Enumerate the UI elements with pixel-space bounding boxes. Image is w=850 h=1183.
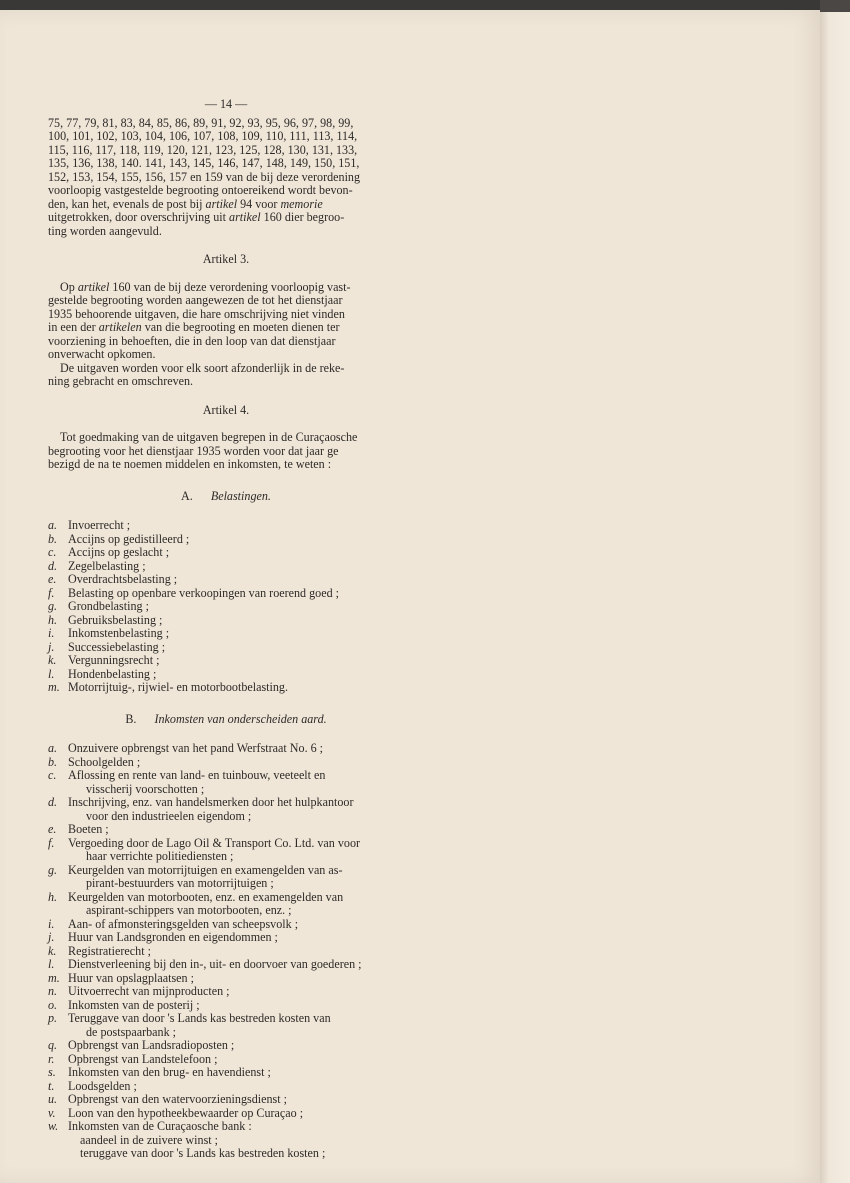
item-letter: a. [48,741,58,755]
text-line: begrooting voor het dienstjaar 1935 worden voor dat jaar ge [48,443,339,458]
item-letter: i. [48,626,55,640]
item-letter: d. [48,795,58,809]
item-letter: c. [48,545,57,559]
item-text: Opbrengst van Landsradioposten ; [68,1038,235,1052]
item-text: Inkomsten van de posterij ; [68,997,200,1012]
item-text: Loon van den hypotheekbewaarder op Curaçao ; [68,1105,304,1120]
item-letter: d. [48,558,58,573]
item-text: Boeten ; [68,822,109,836]
item-text: Uitvoerrecht van mijnproducten ; [68,984,230,998]
list-item [48,587,404,601]
item-text: Aflossing en rente van land- en tuinbouw, veeteelt en [68,768,326,782]
intro-paragraph [48,117,404,239]
item-subline: teruggave van door 's Lands kas bestreden kosten ; [80,1146,326,1160]
text-line: voorziening in behoeften, die in den loop van dat dienstjaar [48,333,336,348]
list-item [48,1080,404,1094]
list-item [48,769,404,796]
item-letter: n. [48,984,58,998]
text-line: Op artikel 160 van de bij deze verordening voorloopig vast- [60,279,351,294]
item-text: Accijns op geslacht ; [68,545,170,559]
section-a-list [48,519,404,695]
list-item [48,972,404,986]
list-item [48,1066,404,1080]
text-line: onverwacht opkomen. [48,347,156,361]
item-letter: g. [48,599,58,613]
item-letter: s. [48,1065,56,1079]
item-text: Inkomsten van de Curaçaosche bank : [68,1119,252,1133]
item-letter: i. [48,916,55,931]
item-letter: k. [48,943,57,958]
list-item [48,600,404,614]
text-line: De uitgaven worden voor elk soort afzonderlijk in de reke- [60,360,345,375]
artikel-4-paragraph [48,431,404,472]
item-text: Zegelbelasting ; [68,558,146,573]
list-item [48,742,404,756]
item-letter: e. [48,822,57,836]
item-text: Opbrengst van den watervoorzieningsdienst ; [68,1092,287,1106]
list-item [48,999,404,1013]
list-item [48,945,404,959]
item-letter: c. [48,768,57,782]
document-page [0,10,820,1183]
item-continuation: pirant-bestuurders van motorrijtuigen ; [86,876,274,890]
list-item [48,654,404,668]
item-text: Motorrijtuig-, rijwiel- en motorbootbelasting. [68,680,289,694]
item-letter: v. [48,1105,56,1120]
text-line: bezigd de na te noemen middelen en inkomsten, te weten : [48,457,332,471]
list-item [48,985,404,999]
text-line: voorloopig vastgestelde begrooting ontoereikend wordt bevon- [48,183,353,197]
list-item [48,1012,404,1039]
list-item [48,756,404,770]
item-text: Vergunningsrecht ; [68,653,160,667]
item-letter: m. [48,970,60,985]
item-continuation: aspirant-schippers van motorbooten, enz. ; [86,903,292,917]
item-letter: w. [48,1119,59,1133]
list-item [48,519,404,533]
item-letter: b. [48,754,58,769]
list-item [48,1039,404,1053]
item-text: Keurgelden van motorbooten, enz. en examengelden van [68,889,344,904]
item-text: Registratierecht ; [68,943,151,958]
artikel-3-paragraph [48,281,404,389]
list-item [48,918,404,932]
item-letter: k. [48,653,57,667]
item-letter: e. [48,572,57,586]
item-letter: j. [48,639,55,654]
item-text: Belasting op openbare verkoopingen van roerend goed ; [68,585,340,600]
item-letter: f. [48,585,55,600]
item-text: Invoerrecht ; [68,518,131,532]
item-text: Inschrijving, enz. van handelsmerken door het hulpkantoor [68,795,354,809]
item-text: Keurgelden van motorrijtuigen en examengelden van as- [68,862,343,877]
list-item [48,546,404,560]
text-line: 135, 136, 138, 140. 141, 143, 145, 146, 147, 148, 149, 150, 151, [48,156,360,170]
section-b-list [48,742,404,1161]
list-item [48,627,404,641]
text-line: 115, 116, 117, 118, 119, 120, 121, 123, 125, 128, 130, 131, 133, [48,142,358,157]
item-text: Vergoeding door de Lago Oil & Transport Co. Ltd. van voor [68,835,361,850]
item-text: Gebruiksbelasting ; [68,612,163,627]
item-text: Teruggave van door 's Lands kas bestreden kosten van [68,1011,331,1025]
item-letter: r. [48,1051,55,1066]
item-letter: m. [48,680,60,694]
text-line: 152, 153, 154, 155, 156, 157 en 159 van de bij deze verordening [48,169,361,184]
text-line: uitgetrokken, door overschrijving uit artikel 160 dier begroo- [48,210,345,224]
list-item [48,668,404,682]
item-text: Onzuivere opbrengst van het pand Werfstraat No. 6 ; [68,741,324,755]
list-item [48,560,404,574]
item-text: Loodsgelden ; [68,1078,137,1093]
list-item [48,958,404,972]
text-line: den, kan het, evenals de post bij artikel 94 voor memorie [48,196,323,211]
section-a-heading: A. Belastingen. [181,488,271,503]
item-letter: a. [48,518,58,532]
item-continuation: visscherij voorschotten ; [86,781,205,796]
section-b-heading: B. Inkomsten van onderscheiden aard. [125,711,327,726]
text-line: in een der artikelen van die begrooting en moeten dienen ter [48,320,340,334]
list-item [48,931,404,945]
list-item [48,533,404,547]
item-continuation: de postspaarbank ; [86,1024,177,1039]
list-item [48,864,404,891]
text-line: 1935 behoorende uitgaven, die hare omschrijving niet vinden [48,306,345,321]
item-text: Aan- of afmonsteringsgelden van scheepsvolk ; [68,916,299,931]
list-item [48,1120,404,1161]
item-text: Schoolgelden ; [68,754,141,769]
page-edge [820,0,850,1183]
list-item [48,681,404,695]
item-text: Huur van opslagplaatsen ; [68,970,194,985]
artikel-4-heading: Artikel 4. [202,402,250,417]
item-letter: f. [48,835,55,850]
scan-background [820,0,850,12]
item-letter: t. [48,1078,55,1093]
item-letter: l. [48,666,55,681]
list-item [48,837,404,864]
item-text: Dienstverleening bij den in-, uit- en doorvoer van goederen ; [68,957,362,971]
list-item [48,573,404,587]
text-line: Tot goedmaking van de uitgaven begrepen in de Curaçaosche [60,430,358,444]
list-item [48,641,404,655]
item-text: Hondenbelasting ; [68,666,157,681]
list-item [48,1053,404,1067]
text-line: ning gebracht en omschreven. [48,374,194,388]
page-text [48,98,404,1161]
text-line: gestelde begrooting worden aangewezen de tot het dienstjaar [48,293,343,307]
item-letter: o. [48,997,58,1012]
item-letter: q. [48,1038,58,1052]
item-text: Inkomsten van den brug- en havendienst ; [68,1065,271,1079]
item-text: Accijns op gedistilleerd ; [68,531,190,546]
list-item [48,1093,404,1107]
text-line: ting worden aangevuld. [48,223,162,238]
item-text: Successiebelasting ; [68,639,166,654]
text-line: 75, 77, 79, 81, 83, 84, 85, 86, 89, 91, 92, 93, 95, 96, 97, 98, 99, [48,115,354,130]
item-letter: h. [48,889,58,904]
list-item [48,614,404,628]
item-text: Grondbelasting ; [68,599,149,613]
item-text: Huur van Landsgronden en eigendommen ; [68,930,278,944]
page-number: — 14 — [204,97,248,111]
list-item [48,823,404,837]
item-letter: h. [48,612,58,627]
item-continuation: voor den industrieelen eigendom ; [86,808,252,823]
item-text: Overdrachtsbelasting ; [68,572,178,586]
text-line: 100, 101, 102, 103, 104, 106, 107, 108, 109, 110, 111, 113, 114, [48,129,358,143]
list-item [48,891,404,918]
list-item [48,1107,404,1121]
item-letter: l. [48,957,55,971]
item-letter: j. [48,930,55,944]
item-text: Opbrengst van Landstelefoon ; [68,1051,218,1066]
artikel-3-heading: Artikel 3. [202,252,250,266]
item-text: Inkomstenbelasting ; [68,626,170,640]
item-continuation: haar verrichte politiediensten ; [86,849,234,863]
item-subline: aandeel in de zuivere winst ; [80,1132,219,1147]
item-letter: g. [48,862,58,877]
item-letter: p. [48,1011,58,1025]
list-item [48,796,404,823]
item-letter: u. [48,1092,58,1106]
item-letter: b. [48,531,58,546]
